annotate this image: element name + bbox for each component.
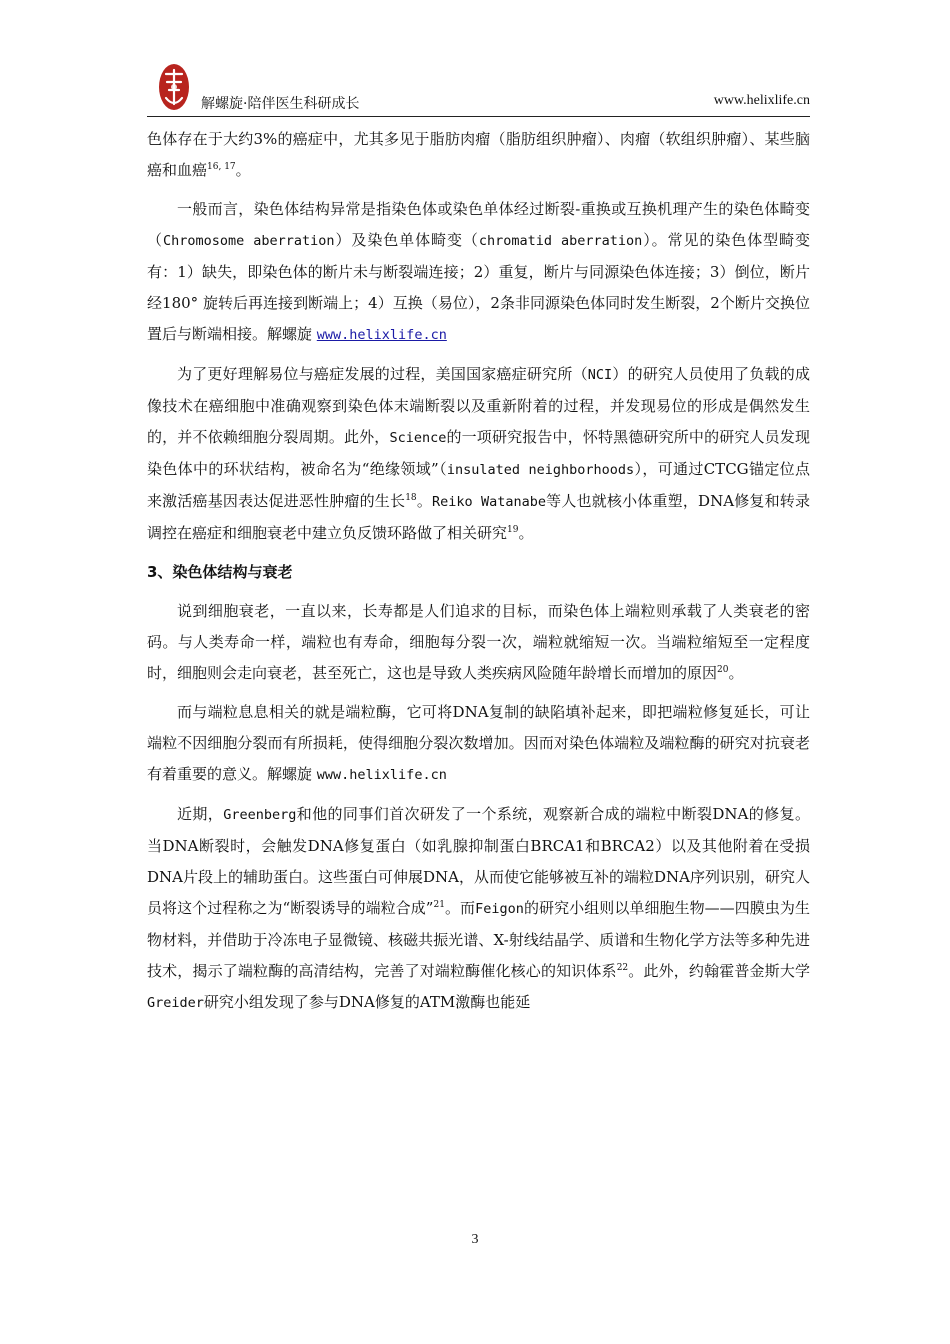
- paragraph-3-text-e: 。: [416, 492, 433, 510]
- paragraph-5-text: 而与端粒息息相关的就是端粒酶，它可将DNA复制的缺陷填补起来，即把端粒修复延长，可让端粒不因细胞分裂而有所损耗，使得细胞分裂次数增加。因而对染色体端粒及端粒酶的研究对抗衰老有着重要的意义。解螺旋: [147, 703, 810, 783]
- helixlife-link[interactable]: www.helixlife.cn: [316, 327, 447, 343]
- page-header: [147, 60, 810, 120]
- document-body: [147, 124, 810, 1027]
- paragraph-6: [147, 799, 810, 1019]
- paragraph-6-text-b: 和他的同事们首次研发了一个系统，观察新合成的端粒中断裂DNA的修复。当DNA断裂时，会触发DNA修复蛋白（如乳腺抑制蛋白BRCA1和BRCA2）以及其他附着在受损DNA片段上的辅助蛋白。这些蛋白可伸展DNA，从而使它能够被互补的端粒DNA序列识别，研究人员将这个过程称之为“断裂诱导的端粒合成”: [147, 805, 810, 917]
- term-science: Science: [389, 430, 447, 446]
- paragraph-3-text-a: 为了更好理解易位与癌症发展的过程，美国国家癌症研究所（: [177, 365, 588, 383]
- header-brand-text: 解螺旋·陪伴医生科研成长: [201, 96, 360, 112]
- paragraph-2: [147, 194, 810, 351]
- term-insulated-neighborhoods: insulated neighborhoods: [446, 462, 635, 478]
- citation-18: 18: [405, 493, 417, 503]
- paragraph-4-end: 。: [728, 664, 744, 682]
- term-greenberg: Greenberg: [223, 807, 297, 823]
- citation-16-17: 16, 17: [207, 162, 236, 172]
- term-feigon: Feigon: [475, 901, 524, 917]
- paragraph-3-text-f: 等人也就核小体重塑，DNA修复和转录调控在癌症和细胞衰老中建立负反馈环路做了相关研究: [147, 492, 810, 542]
- paragraph-4: [147, 596, 810, 689]
- citation-19: 19: [507, 525, 519, 535]
- paragraph-1: [147, 124, 810, 186]
- citation-22: 22: [616, 963, 629, 973]
- section-heading-3: 3、染色体结构与衰老: [147, 563, 293, 581]
- paragraph-3: [147, 359, 810, 549]
- paragraph-1-end: 。: [235, 161, 251, 179]
- paragraph-6-text-d: 的研究小组则以单细胞生物——四膜虫为生物材料，并借助于冷冻电子显微镜、核磁共振光谱、X-射线结晶学、质谱和生物化学方法等多种先进技术，揭示了端粒酶的高清结构，完善了对端粒酶催化核心的知识体系: [147, 899, 810, 980]
- paragraph-5-site: www.helixlife.cn: [316, 767, 447, 783]
- term-chromosome-aberration: Chromosome aberration: [162, 233, 335, 249]
- term-greider: Greider: [147, 995, 204, 1011]
- paragraph-5: [147, 697, 810, 791]
- paragraph-2-text-a: 一般而言，染色体结构异常是指染色体或染色单体经过断裂-重换或互换机理产生的染色体畸变（: [147, 200, 810, 249]
- citation-20: 20: [717, 665, 729, 675]
- header-divider: [147, 116, 810, 117]
- helix-seal-logo-icon: [157, 62, 191, 112]
- page-number: 3: [471, 1232, 479, 1247]
- paragraph-1-text: 色体存在于大约3%的癌症中，尤其多见于脂肪肉瘤（脂肪组织肿瘤）、肉瘤（软组织肿瘤）、某些脑癌和血癌: [147, 130, 810, 179]
- paragraph-6-text-e: 。此外，约翰霍普金斯大学: [628, 962, 810, 980]
- paragraph-3-text-g: 。: [518, 524, 534, 542]
- header-website-link[interactable]: www.helixlife.cn: [713, 93, 810, 108]
- term-reiko-watanabe: Reiko Watanabe: [432, 494, 546, 510]
- citation-21: 21: [433, 900, 445, 910]
- paragraph-4-text: 说到细胞衰老，一直以来，长寿都是人们追求的目标，而染色体上端粒则承载了人类衰老的密码。与人类寿命一样，端粒也有寿命，细胞每分裂一次，端粒就缩短一次。当端粒缩短至一定程度时，细胞则会走向衰老，甚至死亡，这也是导致人类疾病风险随年龄增长而增加的原因: [147, 602, 810, 682]
- paragraph-2-text-b: ）及染色单体畸变（: [334, 231, 479, 249]
- paragraph-3-text-d: ），可通过CTCG锚定位点来激活癌基因表达促进恶性肿瘤的生长: [147, 460, 810, 510]
- paragraph-3-text-c: 的一项研究报告中，怀特黑德研究所中的研究人员发现染色体中的环状结构，被命名为“绝缘领域”（: [147, 428, 810, 478]
- paragraph-6-text-f: 研究小组发现了参与DNA修复的ATM激酶也能延: [203, 993, 531, 1011]
- paragraph-6-text-a: 近期，: [177, 805, 224, 823]
- term-chromatid-aberration: chromatid aberration: [478, 233, 643, 249]
- paragraph-2-text-c: ）。常见的染色体型畸变有：1）缺失，即染色体的断片未与断裂端连接；2）重复，断片与同源染色体连接；3）倒位，断片经180° 旋转后再连接到断端上；4）互换（易位），2条非同源染色体同时发生断裂，2个断片交换位置后与断端相接。解螺旋: [147, 231, 810, 343]
- paragraph-6-text-c: 。而: [444, 899, 476, 917]
- paragraph-3-text-b: ）的研究人员使用了负载的成像技术在癌细胞中准确观察到染色体末端断裂以及重新附着的过程，并发现易位的形成是偶然发生的，并不依赖细胞分裂周期。此外，: [147, 365, 810, 446]
- term-nci: NCI: [587, 367, 613, 383]
